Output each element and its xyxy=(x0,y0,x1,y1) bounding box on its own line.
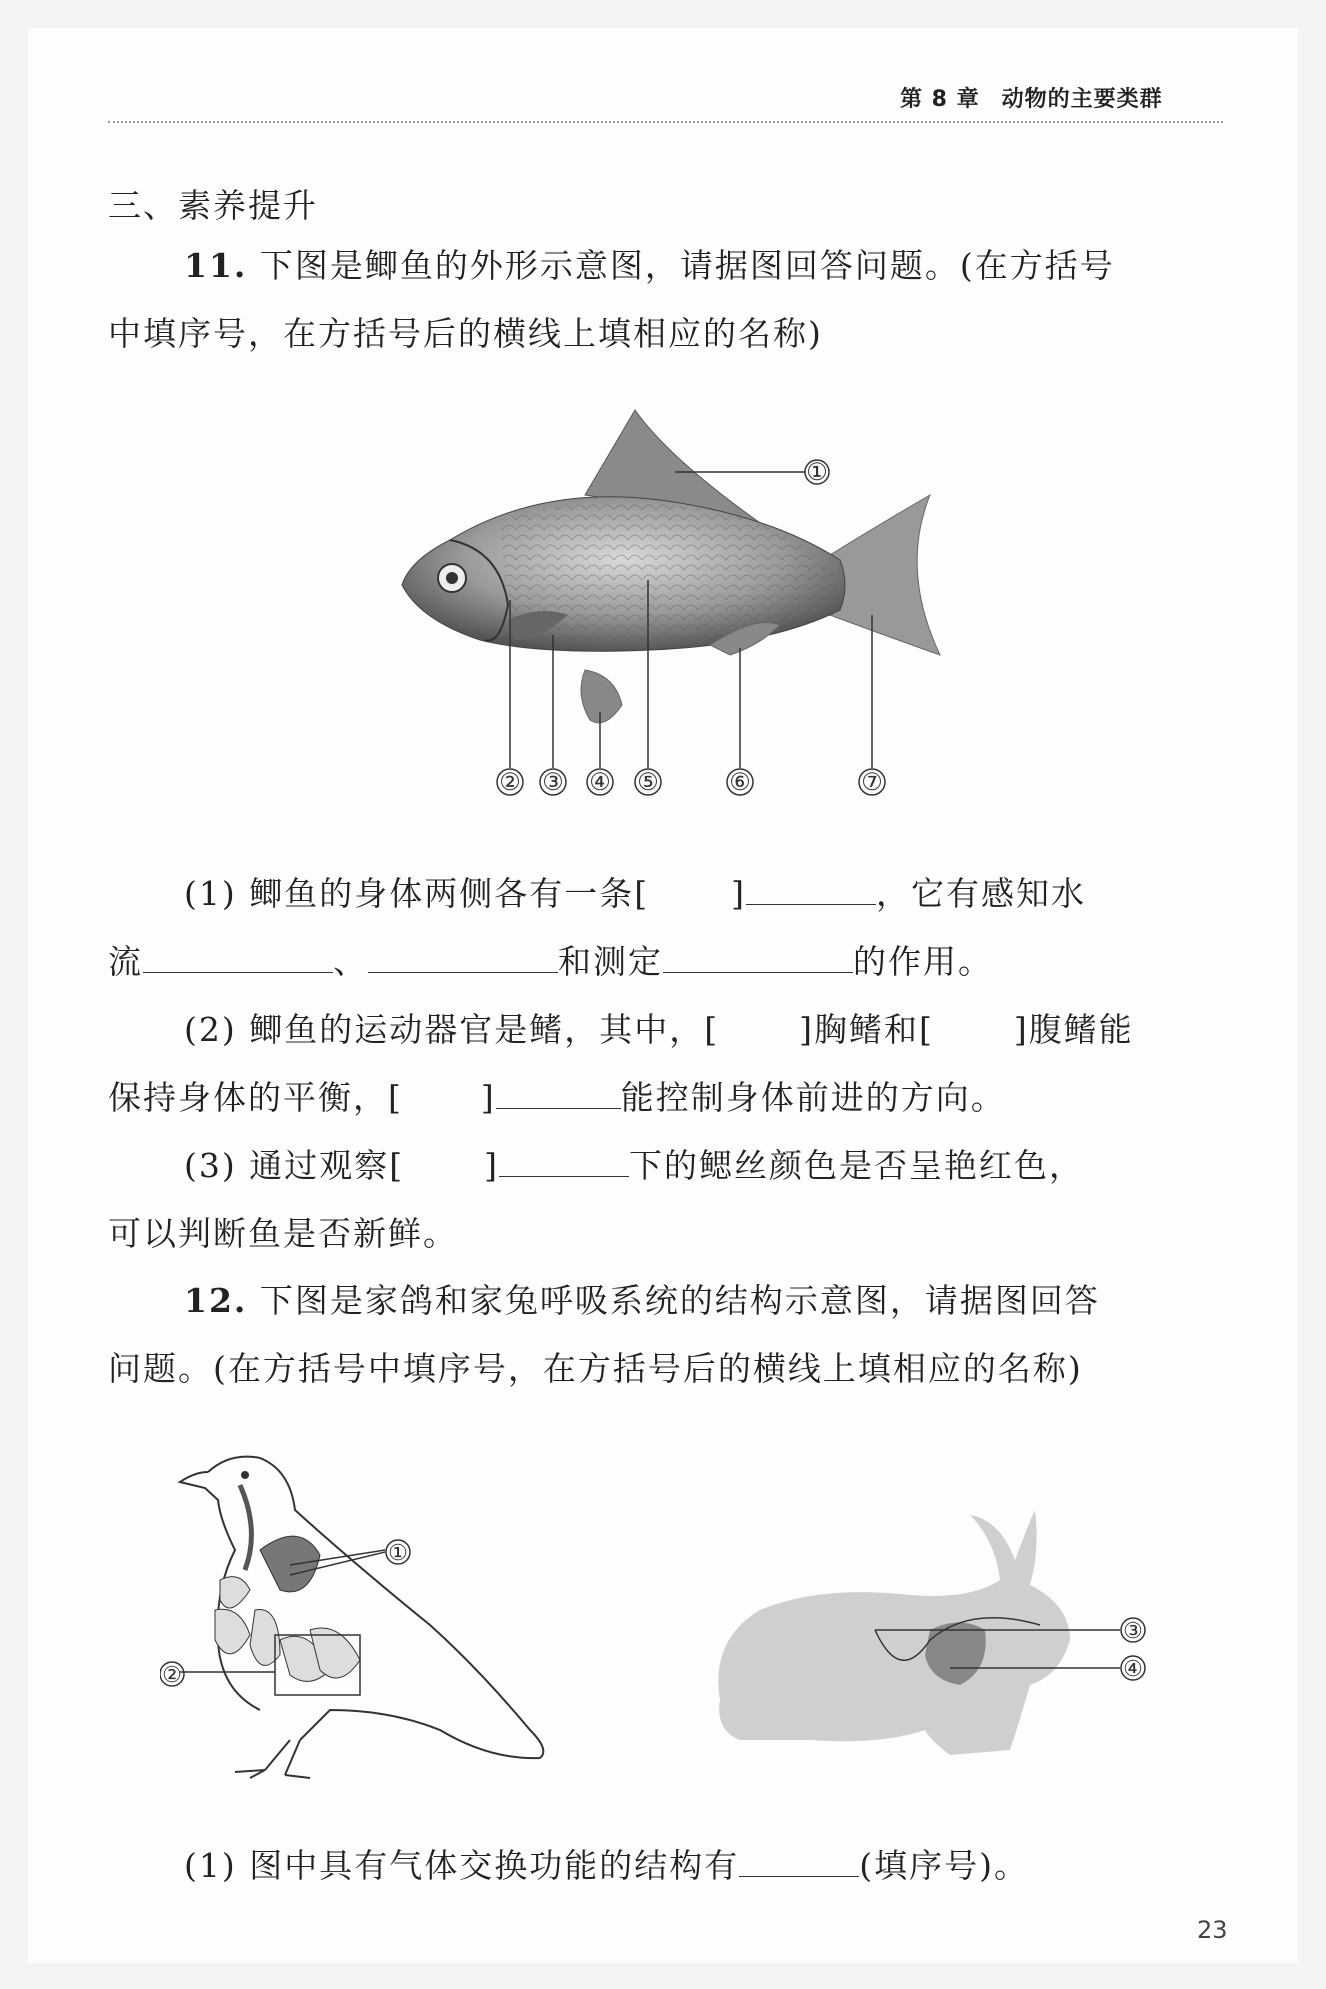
question-11-prompt xyxy=(108,232,1228,368)
fish-eye xyxy=(438,564,466,592)
question-11-part-1: (1) 鲫鱼的身体两侧各有一条[ ] ，它有感知水 流 、 和测定 的作用。 xyxy=(108,874,1086,981)
answer-blank[interactable] xyxy=(368,942,558,973)
svg-text:④: ④ xyxy=(589,768,611,796)
fish-label-5 xyxy=(635,768,661,796)
chapter-title: 动物的主要类群 xyxy=(1001,87,1163,112)
question-11-part-2: (2) 鲫鱼的运动器官是鳍，其中，[ ]胸鳍和[ ]腹鳍能 保持身体的平衡，[ ] 能控制身体前进的方向。 xyxy=(108,1010,1134,1117)
svg-text:②: ② xyxy=(499,768,521,796)
header-divider xyxy=(108,121,1223,123)
pigeon-respiratory-diagram xyxy=(160,1440,580,1780)
pigeon-label-1 xyxy=(386,1540,410,1566)
svg-text:⑤: ⑤ xyxy=(637,768,659,796)
svg-text:①: ① xyxy=(388,1541,408,1566)
fish-label-2 xyxy=(497,768,523,796)
tail-fin xyxy=(830,495,940,655)
carp-diagram xyxy=(390,400,970,820)
question-12-part-1: (1) 图中具有气体交换功能的结构有 (填序号)。 xyxy=(184,1846,1029,1885)
pelvic-fin xyxy=(581,670,622,723)
rabbit-silhouette xyxy=(718,1510,1070,1755)
fish-label-4 xyxy=(587,768,613,796)
question-number: 12. xyxy=(184,1281,248,1320)
svg-text:⑥: ⑥ xyxy=(729,768,751,796)
pigeon-label-2 xyxy=(160,1662,184,1688)
answer-blank[interactable] xyxy=(499,1146,629,1177)
fish-label-1 xyxy=(805,458,829,486)
svg-text:④: ④ xyxy=(1123,1657,1143,1682)
rabbit-label-3 xyxy=(1121,1618,1145,1644)
svg-text:①: ① xyxy=(806,458,828,486)
answer-blank[interactable] xyxy=(663,942,853,973)
answer-blank[interactable] xyxy=(746,874,876,905)
answer-blank[interactable] xyxy=(739,1846,859,1877)
question-12-prompt xyxy=(108,1267,1228,1403)
answer-blank[interactable] xyxy=(496,1078,621,1109)
question-11-part-3: (3) 通过观察[ ] 下的鳃丝颜色是否呈艳红色， 可以判断鱼是否新鲜。 xyxy=(108,1146,1084,1253)
fish-label-3 xyxy=(540,768,566,796)
pigeon-lungs-and-air-sacs xyxy=(215,1485,360,1695)
svg-text:②: ② xyxy=(162,1663,182,1688)
rabbit-label-4 xyxy=(1121,1656,1145,1682)
running-header xyxy=(900,82,1163,113)
prompt-text: 问题。(在方括号中填序号，在方括号后的横线上填相应的名称) xyxy=(108,1349,1083,1388)
prompt-text: 中填序号，在方括号后的横线上填相应的名称) xyxy=(108,314,823,353)
svg-text:③: ③ xyxy=(542,768,564,796)
svg-text:⑦: ⑦ xyxy=(861,768,883,796)
page-number: 23 xyxy=(1197,1916,1228,1944)
chapter-number: 第 8 章 xyxy=(900,87,980,112)
answer-blank[interactable] xyxy=(143,942,333,973)
rabbit-respiratory-diagram xyxy=(700,1500,1170,1790)
fish-label-6 xyxy=(727,768,753,796)
prompt-text: 下图是家鸽和家兔呼吸系统的结构示意图，请据图回答 xyxy=(259,1281,1100,1320)
fish-label-7 xyxy=(859,768,885,796)
prompt-text: 下图是鲫鱼的外形示意图，请据图回答问题。(在方括号 xyxy=(259,246,1115,285)
question-number: 11. xyxy=(184,246,248,285)
section-title: 三、素养提升 xyxy=(108,186,318,225)
fish-body xyxy=(402,497,845,651)
svg-text:③: ③ xyxy=(1123,1619,1143,1644)
